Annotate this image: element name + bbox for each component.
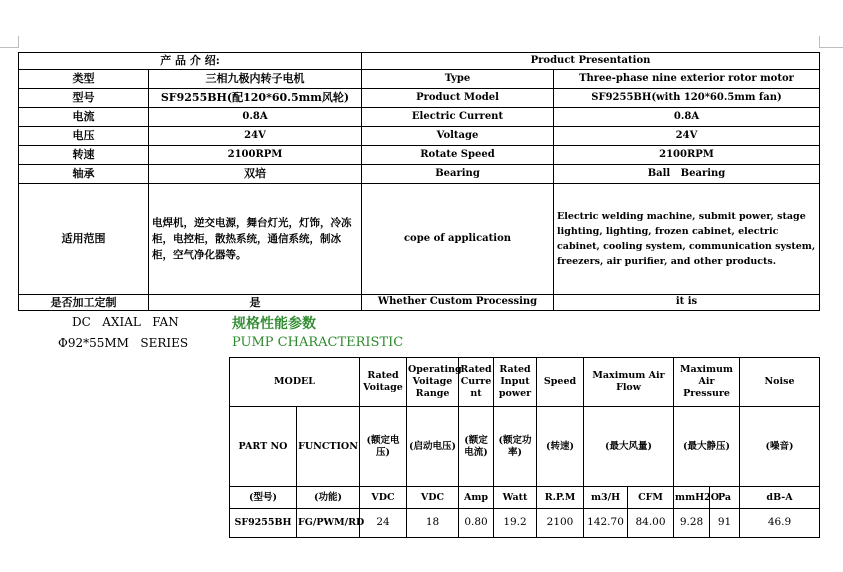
bearing-label-zh: 轴承: [19, 165, 149, 184]
custom-label-en: Whether Custom Processing: [362, 295, 554, 311]
type-value-en: Three-phase nine exterior rotor motor: [554, 70, 820, 89]
apps-value-en: Electric welding machine, submit power, stage lighting, lighting, frozen cabinet, electric cabinet, cooling system, communication system, freezers, air purifier, and other products.: [554, 184, 820, 295]
spec-unit: Pa: [710, 487, 740, 509]
speed-value-en: 2100RPM: [554, 146, 820, 165]
spec-cell: 2100: [537, 509, 584, 538]
bearing-value-en: Ball Bearing: [554, 165, 820, 184]
current-value-en: 0.8A: [554, 108, 820, 127]
speed-value-zh: 2100RPM: [149, 146, 362, 165]
type-value-zh: 三相九极内转子电机: [149, 70, 362, 89]
apps-label-en: cope of application: [362, 184, 554, 295]
type-label-en: Type: [362, 70, 554, 89]
spec-rated-input-header: Rated Input power: [494, 358, 537, 407]
spec-cell: 18: [407, 509, 459, 538]
spec-zh-speed: (转速): [537, 407, 584, 487]
intro-header-en: Product Presentation: [362, 53, 820, 70]
spec-unit: R.P.M: [537, 487, 584, 509]
spec-air-flow-header: Maximum Air Flow: [584, 358, 674, 407]
voltage-value-en: 24V: [554, 127, 820, 146]
spec-cell: 84.00: [628, 509, 674, 538]
model-label-zh: 型号: [19, 89, 149, 108]
spec-rated-voltage-header: Rated Voitage: [360, 358, 407, 407]
spec-title-zh: 规格性能参数: [232, 316, 316, 332]
spec-part-no-value: SF9255BH: [230, 509, 297, 538]
bearing-label-en: Bearing: [362, 165, 554, 184]
type-label-zh: 类型: [19, 70, 149, 89]
spec-zh-rated-power: (额定功率): [494, 407, 537, 487]
spec-cell: 9.28: [674, 509, 710, 538]
spec-function-value: FG/PWM/RD: [297, 509, 360, 538]
corner-mark-left-v: [18, 36, 19, 48]
model-value-zh: SF9255BH(配120*60.5mm风轮): [149, 89, 362, 108]
spec-zh-part-no: (型号): [230, 487, 297, 509]
custom-value-zh: 是: [149, 295, 362, 311]
spec-unit: dB-A: [740, 487, 820, 509]
spec-cell: 24: [360, 509, 407, 538]
current-value-zh: 0.8A: [149, 108, 362, 127]
spec-unit: m3/H: [584, 487, 628, 509]
spec-function-header: FUNCTION: [297, 407, 360, 487]
voltage-value-zh: 24V: [149, 127, 362, 146]
spec-zh-function: (功能): [297, 487, 360, 509]
spec-zh-noise: (噪音): [740, 407, 820, 487]
spec-unit: mmH2O: [674, 487, 710, 509]
spec-model-header: MODEL: [230, 358, 360, 407]
spec-air-pressure-header: Maximum Air Pressure: [674, 358, 740, 407]
spec-cell: 46.9: [740, 509, 820, 538]
spec-unit: VDC: [407, 487, 459, 509]
pump-characteristic: PUMP CHARACTERISTIC: [232, 335, 404, 350]
corner-mark-left: [0, 47, 18, 48]
spec-unit: Watt: [494, 487, 537, 509]
spec-zh-rated-voltage: (额定电压): [360, 407, 407, 487]
spec-operating-voltage-header: Operating Voitage Range: [407, 358, 459, 407]
spec-zh-air-flow: (最大风量): [584, 407, 674, 487]
spec-zh-pressure: (最大静压): [674, 407, 740, 487]
spec-part-no-header: PART NO: [230, 407, 297, 487]
current-label-zh: 电流: [19, 108, 149, 127]
current-label-en: Electric Current: [362, 108, 554, 127]
spec-cell: 142.70: [584, 509, 628, 538]
spec-unit: Amp: [459, 487, 494, 509]
spec-cell: 91: [710, 509, 740, 538]
spec-zh-operating-voltage: (启动电压): [407, 407, 459, 487]
speed-label-zh: 转速: [19, 146, 149, 165]
bearing-value-zh: 双培: [149, 165, 362, 184]
apps-value-zh: 电焊机，逆交电源，舞台灯光，灯饰，冷冻柜，电控柜，散热系统，通信系统，制冰柜，空气净化器等。: [149, 184, 362, 295]
spec-noise-header: Noise: [740, 358, 820, 407]
spec-cell: 19.2: [494, 509, 537, 538]
spec-table: [229, 357, 820, 538]
spec-unit: VDC: [360, 487, 407, 509]
spec-speed-header: Speed: [537, 358, 584, 407]
voltage-label-en: Voltage: [362, 127, 554, 146]
corner-mark-right-v: [819, 36, 820, 48]
spec-zh-rated-current: (额定电流): [459, 407, 494, 487]
custom-value-en: it is: [554, 295, 820, 311]
corner-mark-right: [819, 47, 843, 48]
custom-label-zh: 是否加工定制: [19, 295, 149, 311]
voltage-label-zh: 电压: [19, 127, 149, 146]
model-value-en: SF9255BH(with 120*60.5mm fan): [554, 89, 820, 108]
speed-label-en: Rotate Speed: [362, 146, 554, 165]
model-label-en: Product Model: [362, 89, 554, 108]
spec-cell: 0.80: [459, 509, 494, 538]
intro-header-zh: 产 品 介 绍:: [19, 53, 362, 70]
product-intro-table: [18, 52, 820, 311]
spec-rated-current-header: Rated Curre nt: [459, 358, 494, 407]
series-size: Φ92*55MM SERIES: [58, 336, 189, 350]
series-title-en: DC AXIAL FAN: [72, 315, 179, 329]
spec-unit: CFM: [628, 487, 674, 509]
apps-label-zh: 适用范围: [19, 184, 149, 295]
